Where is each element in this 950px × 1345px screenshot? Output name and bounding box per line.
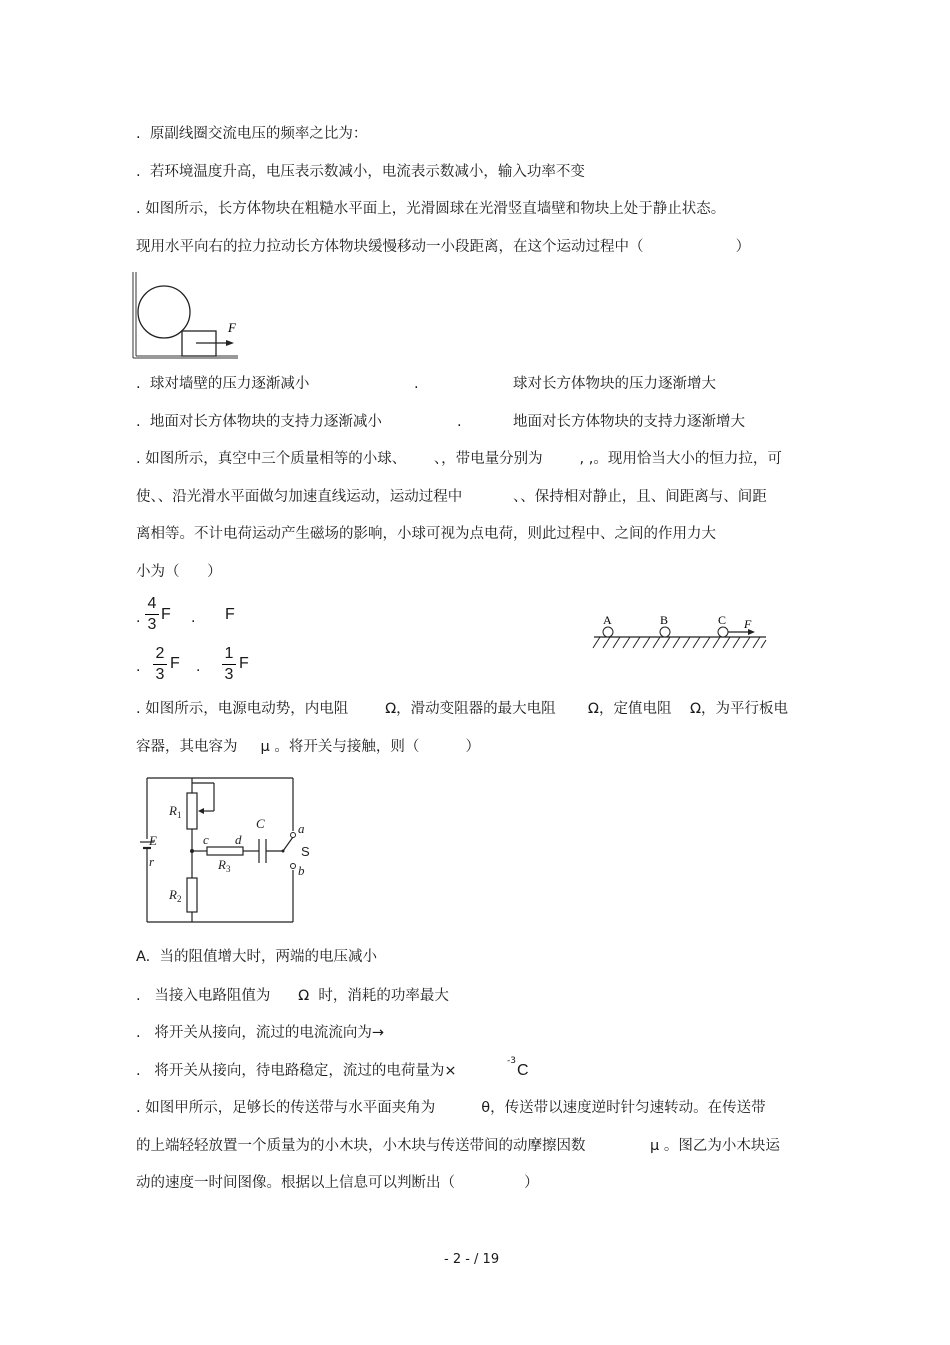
option-a-fraction xyxy=(145,595,159,634)
denominator: 3 xyxy=(155,666,165,683)
option-d-exponent: -3 xyxy=(507,1056,516,1066)
option-d-fraction xyxy=(222,645,236,684)
question-text: . 如图所示，电源电动势，内电阻 Ω，滑动变阻器的最大电阻 Ω，定值电阻 Ω，为平行板电 xyxy=(136,701,789,717)
question-text: 现用水平向右的拉力拉动长方体物块缓慢移动一小段距离，在这个运动过程中（ ） xyxy=(136,239,751,255)
label-r: r xyxy=(149,854,155,869)
label-r2: $R_2$ xyxy=(169,887,182,904)
ball-c xyxy=(718,627,728,637)
option-d-text: 地面对长方体物块的支持力逐渐增大 xyxy=(513,414,745,430)
option-a-text: . 球对墙壁的压力逐渐减小 xyxy=(136,376,310,392)
option-c-text: . 地面对长方体物块的支持力逐渐减小 xyxy=(136,414,382,430)
option-d-marker: . xyxy=(457,414,462,430)
denominator: 3 xyxy=(224,666,234,683)
label-r3: $R_3$ xyxy=(218,857,231,874)
label-d-node: d xyxy=(235,832,242,847)
force-label: F xyxy=(744,617,752,631)
option-b-text: 球对长方体物块的压力逐渐增大 xyxy=(513,376,716,392)
option-b-text: . 当接入电路阻值为 Ω 时，消耗的功率最大 xyxy=(136,988,449,1004)
question-text: . 如图所示，长方体物块在粗糙水平面上，光滑圆球在光滑竖直墙壁和物块上处于静止状态。 xyxy=(136,201,726,217)
option-a-unit: F xyxy=(161,606,171,623)
label-capacitor: C xyxy=(256,816,265,831)
question-text: 动的速度一时间图像。根据以上信息可以判断出（ ） xyxy=(136,1175,539,1191)
circuit-diagram xyxy=(135,775,315,927)
numerator: 2 xyxy=(155,645,165,662)
option-b-marker: . xyxy=(191,609,196,626)
option-b-text: F xyxy=(225,606,235,623)
question-text: 使、、沿光滑水平面做匀加速直线运动，运动过程中 、、保持相对静止，且、间距离与、间距 xyxy=(136,489,767,505)
ball-a xyxy=(603,627,613,637)
label-c-node: c xyxy=(203,832,209,847)
denominator: 3 xyxy=(147,616,157,633)
ball-b xyxy=(660,627,670,637)
numerator: 1 xyxy=(224,645,234,662)
ball xyxy=(138,286,190,338)
label-e: E xyxy=(149,833,157,848)
label-b: b xyxy=(298,863,305,878)
option-d-marker: . xyxy=(196,658,201,675)
option-c-unit: F xyxy=(170,655,180,672)
numerator: 4 xyxy=(147,595,157,612)
question-text: . 如图所示，真空中三个质量相等的小球、 、，带电量分别为 , ,。现用恰当大小的恒力拉，可 xyxy=(136,451,782,467)
label-b: B xyxy=(660,613,669,627)
wall-ball-block-figure xyxy=(130,270,245,362)
option-c-text: . 原副线圈交流电压的频率之比为： xyxy=(136,126,368,142)
question-text: 的上端轻轻放置一个质量为的小木块，小木块与传送带间的动摩擦因数 μ 。图乙为小木块运 xyxy=(136,1138,780,1154)
label-a: A xyxy=(603,613,612,627)
page-number: - 2 - / 19 xyxy=(444,1252,500,1267)
option-b-marker: . xyxy=(414,376,419,392)
option-d-text: . 将开关从接向，待电路稳定，流过的电荷量为× xyxy=(136,1063,457,1079)
label-c: C xyxy=(718,613,727,627)
option-d-unit: F xyxy=(239,655,249,672)
three-balls-figure xyxy=(590,612,770,654)
option-c-fraction xyxy=(153,645,167,684)
option-d-text: . 若环境温度升高，电压表示数减小，电流表示数减小，输入功率不变 xyxy=(136,164,585,180)
option-d-unit: C xyxy=(517,1062,529,1079)
question-text: 小为（ ） xyxy=(136,564,222,580)
force-label: F xyxy=(228,320,236,335)
label-r1: $R_1$ xyxy=(169,803,182,820)
question-text: 容器，其电容为 μ 。将开关与接触，则（ ） xyxy=(136,739,480,755)
option-c-text: . 将开关从接向，流过的电流流向为→ xyxy=(136,1025,385,1041)
label-switch: S xyxy=(301,844,310,859)
option-c-marker: . xyxy=(136,658,141,675)
option-a-marker: . xyxy=(136,609,141,626)
option-a-text: A. 当的阻值增大时，两端的电压减小 xyxy=(136,949,377,965)
question-text: . 如图甲所示，足够长的传送带与水平面夹角为 θ，传送带以速度逆时针匀速转动。在传送带 xyxy=(136,1100,766,1116)
label-a: a xyxy=(298,821,305,836)
question-text: 离相等。不计电荷运动产生磁场的影响，小球可视为点电荷，则此过程中、之间的作用力大 xyxy=(136,526,716,542)
